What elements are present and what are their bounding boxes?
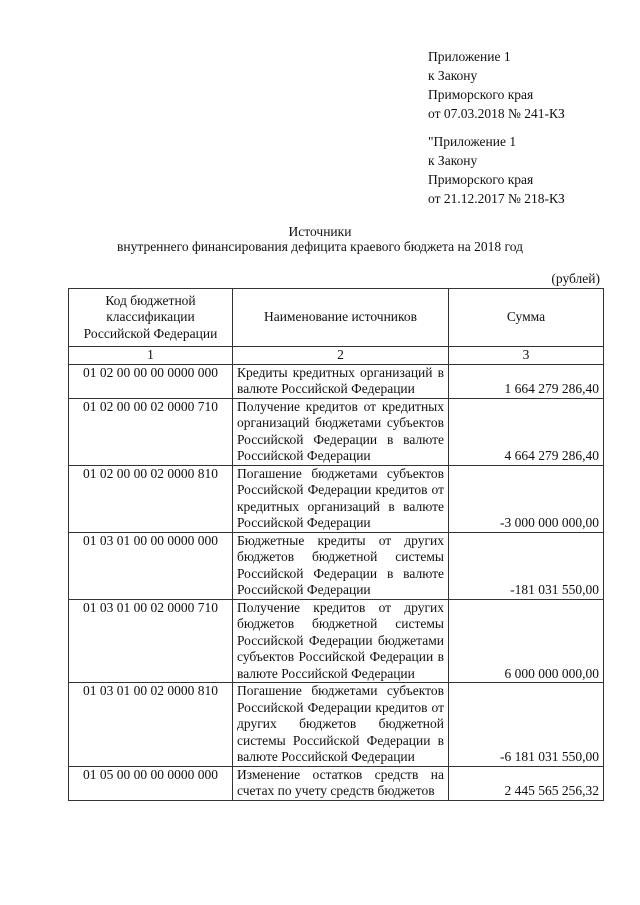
row-name: Получение кредитов от других бюджетов бюджетной системы Российской Федерации бюджетами субъектов Российской Федерации в валюте Российской Федерации bbox=[233, 599, 449, 683]
column-header-sum: Сумма bbox=[449, 289, 604, 347]
column-header-code: Код бюджетной классификации Российской Федерации bbox=[69, 289, 233, 347]
row-name: Погашение бюджетами субъектов Российской Федерации кредитов от других бюджетов бюджетной системы Российской Федерации в валюте Российской Федерации bbox=[233, 683, 449, 767]
row-name: Бюджетные кредиты от других бюджетов бюджетной системы Российской Федерации в валюте Российской Федерации bbox=[233, 532, 449, 599]
column-number: 1 bbox=[69, 347, 233, 365]
row-sum: 4 664 279 286,40 bbox=[449, 398, 604, 465]
document-title: Источники bbox=[288, 224, 352, 239]
row-sum: -181 031 550,00 bbox=[449, 532, 604, 599]
table-row bbox=[69, 683, 604, 767]
row-sum: 2 445 565 256,32 bbox=[449, 766, 604, 800]
table-row bbox=[69, 599, 604, 683]
row-code: 01 02 00 00 02 0000 810 bbox=[69, 465, 233, 532]
table-row bbox=[69, 532, 604, 599]
row-name: Кредиты кредитных организаций в валюте Российской Федерации bbox=[233, 364, 449, 398]
appendix-header-original bbox=[428, 132, 565, 208]
region-name: Приморского края bbox=[428, 87, 534, 102]
appendix-label: Приложение 1 bbox=[428, 49, 511, 64]
row-code: 01 02 00 00 02 0000 710 bbox=[69, 398, 233, 465]
document-subtitle: внутреннего финансирования дефицита краевого бюджета на 2018 год bbox=[117, 239, 523, 254]
column-number-row bbox=[69, 347, 604, 365]
table-row bbox=[69, 465, 604, 532]
table-row bbox=[69, 766, 604, 800]
region-name: Приморского края bbox=[428, 172, 534, 187]
financing-sources-table bbox=[68, 288, 604, 801]
appendix-header-current bbox=[428, 47, 565, 123]
row-name: Изменение остатков средств на счетах по учету средств бюджетов bbox=[233, 766, 449, 800]
column-number: 3 bbox=[449, 347, 604, 365]
law-date-number: от 07.03.2018 № 241-КЗ bbox=[428, 106, 565, 121]
law-date-number: от 21.12.2017 № 218-КЗ bbox=[428, 191, 565, 206]
row-code: 01 05 00 00 00 0000 000 bbox=[69, 766, 233, 800]
table-row bbox=[69, 364, 604, 398]
row-sum: 1 664 279 286,40 bbox=[449, 364, 604, 398]
currency-unit-note: (рублей) bbox=[551, 271, 600, 286]
table-row bbox=[69, 398, 604, 465]
row-code: 01 02 00 00 00 0000 000 bbox=[69, 364, 233, 398]
column-number: 2 bbox=[233, 347, 449, 365]
row-sum: -3 000 000 000,00 bbox=[449, 465, 604, 532]
row-code: 01 03 01 00 02 0000 710 bbox=[69, 599, 233, 683]
row-name: Получение кредитов от кредитных организаций бюджетами субъектов Российской Федерации в валюте Российской Федерации bbox=[233, 398, 449, 465]
column-header-name: Наименование источников bbox=[233, 289, 449, 347]
law-reference: к Закону bbox=[428, 68, 478, 83]
appendix-label: "Приложение 1 bbox=[428, 134, 517, 149]
law-reference: к Закону bbox=[428, 153, 478, 168]
table-header-row bbox=[69, 289, 604, 347]
row-code: 01 03 01 00 02 0000 810 bbox=[69, 683, 233, 767]
row-name: Погашение бюджетами субъектов Российской Федерации кредитов от кредитных организаций в валюте Российской Федерации bbox=[233, 465, 449, 532]
row-sum: -6 181 031 550,00 bbox=[449, 683, 604, 767]
row-code: 01 03 01 00 00 0000 000 bbox=[69, 532, 233, 599]
row-sum: 6 000 000 000,00 bbox=[449, 599, 604, 683]
